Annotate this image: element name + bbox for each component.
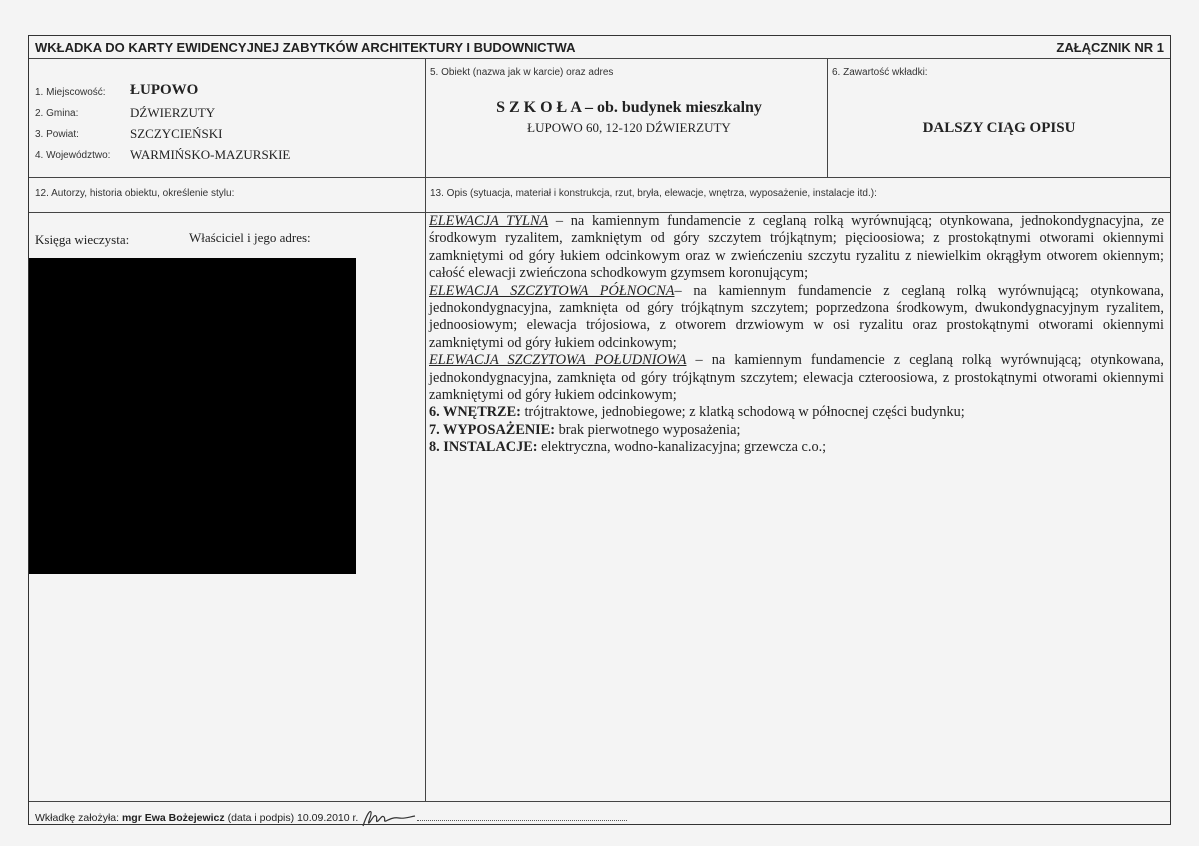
column-divider (425, 58, 426, 801)
object-label: 5. Obiekt (nazwa jak w karcie) oraz adres (430, 67, 614, 78)
equipment-title: 7. WYPOSAŻENIE: (429, 421, 556, 438)
south-elevation-title: ELEWACJA SZCZYTOWA POŁUDNIOWA (429, 352, 687, 369)
description-text (429, 213, 1164, 457)
equipment-paragraph (429, 422, 1164, 439)
commune-value: DŹWIERZUTY (130, 105, 216, 120)
signature-line (417, 811, 627, 821)
county-value: SZCZYCIEŃSKI (130, 126, 223, 141)
commune-label: 2. Gmina: (35, 108, 79, 119)
rear-elevation-paragraph (429, 213, 1164, 283)
voivodeship-label: 4. Województwo: (35, 150, 111, 161)
contents-value: DALSZY CIĄG OPISU (922, 120, 1076, 136)
locality-value: ŁUPOWO (130, 82, 199, 98)
installations-paragraph (429, 439, 1164, 456)
object-name: S Z K O Ł A – ob. budynek mieszkalny (496, 99, 762, 116)
county-label: 3. Powiat: (35, 129, 79, 140)
north-elevation-paragraph (429, 283, 1164, 353)
column-divider (827, 58, 828, 177)
form-title: WKŁADKA DO KARTY EWIDENCYJNEJ ZABYTKÓW ARCHITEKTURY I BUDOWNICTWA (35, 40, 576, 55)
north-elevation-title: ELEWACJA SZCZYTOWA PÓŁNOCNA (429, 282, 675, 299)
installations-title: 8. INSTALACJE: (429, 439, 538, 456)
south-elevation-paragraph (429, 352, 1164, 404)
land-register-label: Księga wieczysta: (35, 232, 130, 247)
footer-line (35, 808, 627, 828)
locality-label: 1. Miejscowość: (35, 87, 106, 98)
equipment-text: brak pierwotnego wyposażenia; (555, 421, 741, 438)
rear-elevation-text: – na kamiennym fundamencie z ceglaną rolką wyrównującą; otynkowana, jednokondygnacyjna, ze środkowym ryzalitem, zamkniętym od góry szczytem trójkątnym; pięcioosiowa; z prostokątnymi otworami okiennymi zamkniętymi od góry łukiem odcinkowym oraz w zwieńczeniu szczytu ryzalitu z niewielkim okrągłym otworem okiennym; całość elewacji zwieńczona schodkowym gzymsem koronującym; (429, 213, 1164, 282)
rear-elevation-title: ELEWACJA TYLNA (429, 213, 549, 229)
south-elevation-text: – na kamiennym fundamencie z ceglaną rolką wyrównującą; otynkowana, jednokondygnacyjna, zamknięta od góry trójkątnym szczytem; elewacja czteroosiowa, z prostokątnymi otworami okiennymi zamkniętymi od góry łukiem odcinkowym; (429, 352, 1164, 404)
divider (29, 801, 1170, 802)
footer-date: 10.09.2010 r. (297, 811, 359, 824)
voivodeship-value: WARMIŃSKO-MAZURSKIE (130, 147, 291, 162)
divider (29, 58, 1170, 59)
interior-title: 6. WNĘTRZE: (429, 404, 521, 421)
installations-text: elektryczna, wodno-kanalizacyjna; grzewcza c.o.; (537, 439, 827, 456)
footer-date-sign-label: (data i podpis) (227, 811, 295, 824)
redacted-block (29, 258, 356, 574)
footer-author: mgr Ewa Bożejewicz (121, 811, 225, 824)
signature-icon (361, 808, 417, 828)
footer-prefix: Wkładkę założyła: (35, 811, 120, 824)
authors-label: 12. Autorzy, historia obiektu, określenie stylu: (35, 188, 235, 199)
annex-label: ZAŁĄCZNIK NR 1 (1056, 40, 1164, 55)
owner-label: Właściciel i jego adres: (189, 230, 311, 245)
divider (29, 177, 1170, 178)
interior-text: trójtraktowe, jednobiegowe; z klatką schodową w północnej części budynku; (520, 404, 965, 421)
north-elevation-text: – na kamiennym fundamencie z ceglaną rolką wyrównującą; otynkowana, jednokondygnacyjna, zamknięta od góry trójkątnym szczytem; poprzedzona środkowym, dwukondygnacyjnym ryzalitem, jednoosiowym; elewacja trójosiowa, z otworem drzwiowym w osi ryzalitu oraz prostokątnymi otworami okiennymi zamkniętymi od góry łukiem odcinkowym; (429, 282, 1164, 351)
object-address: ŁUPOWO 60, 12-120 DŹWIERZUTY (527, 120, 731, 135)
interior-paragraph (429, 404, 1164, 421)
contents-label: 6. Zawartość wkładki: (832, 67, 928, 78)
description-label: 13. Opis (sytuacja, materiał i konstrukcja, rzut, bryła, elewacje, wnętrza, wyposażenie, instalacje itd.): (430, 188, 877, 199)
